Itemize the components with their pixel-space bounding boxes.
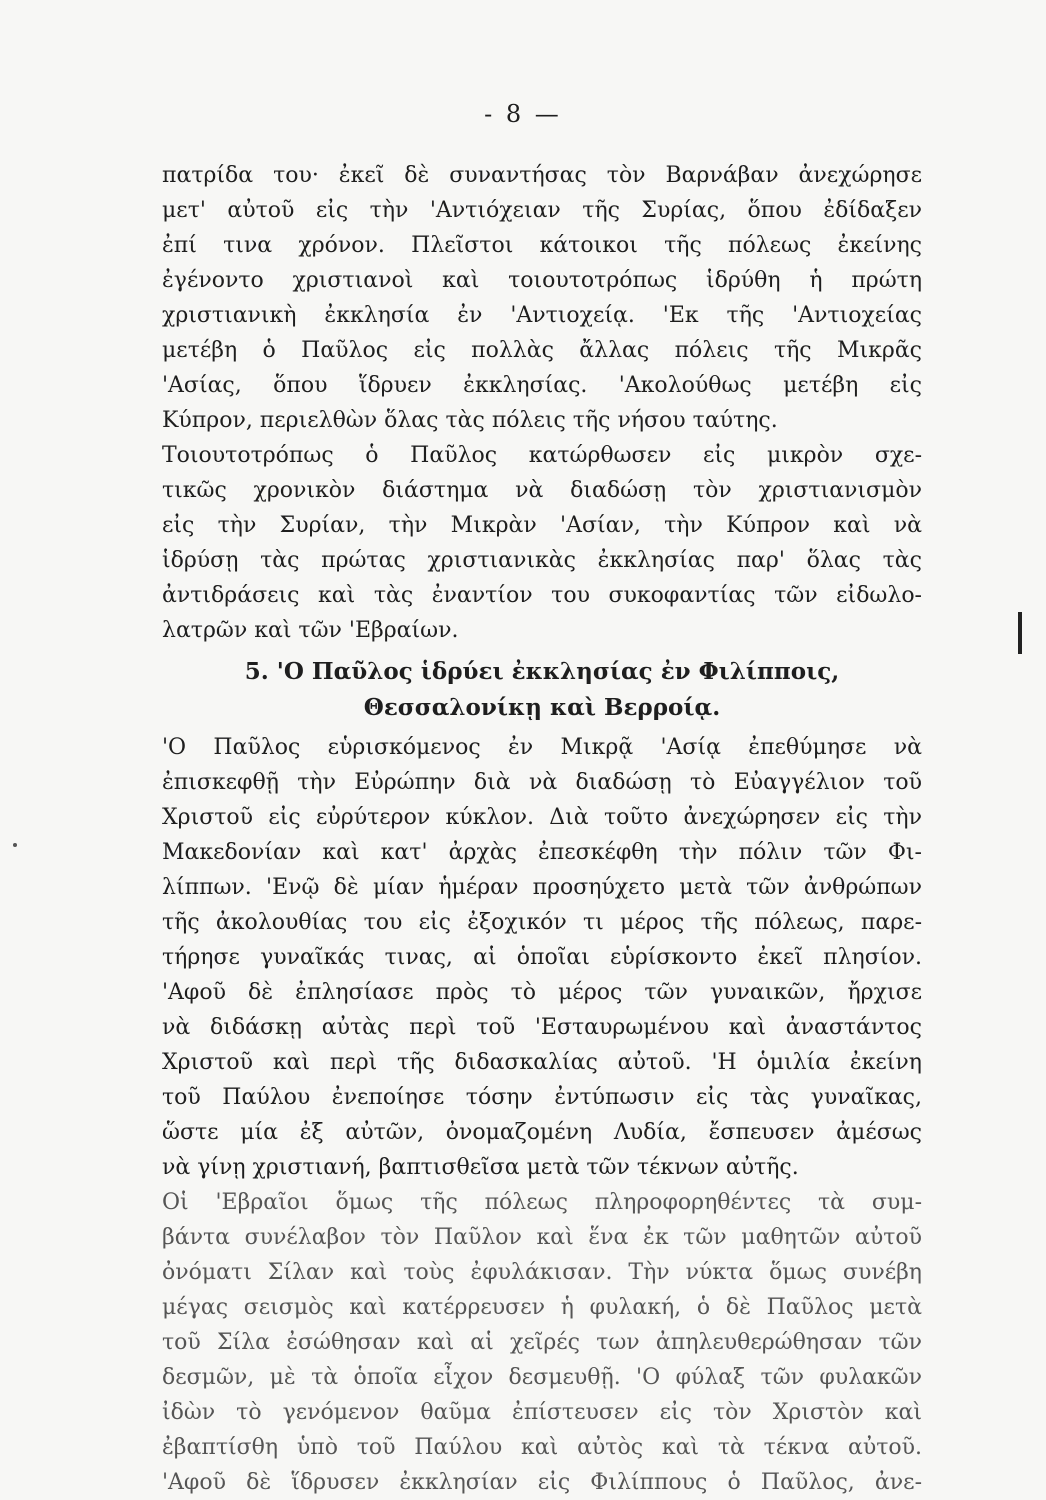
margin-dot xyxy=(13,843,17,847)
text-line: δεσμῶν, μὲ τὰ ὁποῖα εἶχον δεσμευθῇ. 'Ο φύλαξ τῶν φυλακῶν xyxy=(162,1365,922,1390)
text-line: λίππων. 'Ενῷ δὲ μίαν ἡμέραν προσηύχετο μετὰ τῶν ἀνθρώπων xyxy=(162,875,922,900)
text-line: Χριστοῦ καὶ περὶ τῆς διδασκαλίας αὐτοῦ. 'Η ὁμιλία ἐκείνη xyxy=(162,1050,922,1075)
text-line: Οἱ 'Εβραῖοι ὅμως τῆς πόλεως πληροφορηθέντες τὰ συμ- xyxy=(162,1190,922,1215)
text-line: ἱδρύσῃ τὰς πρώτας χριστιανικὰς ἐκκλησίας παρ' ὅλας τὰς xyxy=(162,548,922,573)
text-line: νὰ διδάσκῃ αὐτὰς περὶ τοῦ 'Εσταυρωμένου καὶ ἀναστάντος xyxy=(162,1015,922,1040)
text-line: ὥστε μία ἐξ αὐτῶν, ὀνομαζομένη Λυδία, ἔσπευσεν ἀμέσως xyxy=(162,1120,922,1145)
text-line: Χριστοῦ εἰς εὐρύτερον κύκλον. Διὰ τοῦτο ἀνεχώρησεν εἰς τὴν xyxy=(162,805,922,830)
text-line: μέγας σεισμὸς καὶ κατέρρευσεν ἡ φυλακή, ὁ δὲ Παῦλος μετὰ xyxy=(162,1295,922,1320)
text-line: 'Αφοῦ δὲ ἐπλησίασε πρὸς τὸ μέρος τῶν γυναικῶν, ἤρχισε xyxy=(162,980,922,1005)
text-line: 'Ο Παῦλος εὑρισκόμενος ἐν Μικρᾷ 'Ασίᾳ ἐπεθύμησε νὰ xyxy=(162,735,922,760)
text-line: ἐπισκεφθῇ τὴν Εὐρώπην διὰ νὰ διαδώσῃ τὸ Εὐαγγέλιον τοῦ xyxy=(162,770,922,795)
text-line: Τοιουτοτρόπως ὁ Παῦλος κατώρθωσεν εἰς μικρὸν σχε- xyxy=(162,443,922,468)
text-line: τικῶς χρονικὸν διάστημα νὰ διαδώσῃ τὸν χριστιανισμὸν xyxy=(162,478,922,503)
text-line: τοῦ Παύλου ἐνεποίησε τόσην ἐντύπωσιν εἰς τὰς γυναῖκας, xyxy=(162,1085,922,1110)
text-line: Μακεδονίαν καὶ κατ' ἀρχὰς ἐπεσκέφθη τὴν πόλιν τῶν Φι- xyxy=(162,840,922,865)
text-line: τήρησε γυναῖκάς τινας, αἱ ὁποῖαι εὑρίσκοντο ἐκεῖ πλησίον. xyxy=(162,945,922,970)
text-line: ἐπί τινα χρόνον. Πλεῖστοι κάτοικοι τῆς πόλεως ἐκείνης xyxy=(162,233,922,258)
text-line: χριστιανικὴ ἐκκλησία ἐν 'Αντιοχείᾳ. 'Εκ τῆς 'Αντιοχείας xyxy=(162,303,922,328)
text-line: εἰς τὴν Συρίαν, τὴν Μικρὰν 'Ασίαν, τὴν Κύπρον καὶ νὰ xyxy=(162,513,922,538)
text-line: ἐγένοντο χριστιανοὶ καὶ τοιουτοτρόπως ἱδρύθη ἡ πρώτη xyxy=(162,268,922,293)
page-number: - 8 — xyxy=(484,100,562,128)
margin-mark xyxy=(1018,612,1022,654)
paragraph-3 xyxy=(162,730,922,1185)
text-line: ἐβαπτίσθη ὑπὸ τοῦ Παύλου καὶ αὐτὸς καὶ τὰ τέκνα αὐτοῦ. xyxy=(162,1435,922,1460)
page-body xyxy=(162,158,922,1500)
paragraph-1 xyxy=(162,158,922,438)
section-heading-continued: Θεσσαλονίκῃ καὶ Βερροίᾳ. xyxy=(363,694,721,721)
text-line: βάντα συνέλαβον τὸν Παῦλον καὶ ἕνα ἐκ τῶν μαθητῶν αὐτοῦ xyxy=(162,1225,922,1250)
text-line: ὀνόματι Σίλαν καὶ τοὺς ἐφυλάκισαν. Τὴν νύκτα ὅμως συνέβη xyxy=(162,1260,922,1285)
text-line: 'Ασίας, ὅπου ἵδρυεν ἐκκλησίας. 'Ακολούθως μετέβη εἰς xyxy=(162,373,922,398)
text-line: μετέβη ὁ Παῦλος εἰς πολλὰς ἄλλας πόλεις τῆς Μικρᾶς xyxy=(162,338,922,363)
paragraph-4 xyxy=(162,1185,922,1500)
text-line: Κύπρον, περιελθὼν ὅλας τὰς πόλεις τῆς νήσου ταύτης. xyxy=(162,408,778,433)
text-line: ἰδὼν τὸ γενόμενον θαῦμα ἐπίστευσεν εἰς τὸν Χριστὸν καὶ xyxy=(162,1400,922,1425)
text-line: νὰ γίνῃ χριστιανή, βαπτισθεῖσα μετὰ τῶν τέκνων αὐτῆς. xyxy=(162,1155,799,1180)
section-heading: 5. 'Ο Παῦλος ἱδρύει ἐκκλησίας ἐν Φιλίπποις, xyxy=(244,658,840,685)
text-line: ἀντιδράσεις καὶ τὰς ἐναντίον του συκοφαντίας τῶν εἰδωλο- xyxy=(162,583,922,608)
text-line: τοῦ Σίλα ἐσώθησαν καὶ αἱ χεῖρές των ἀπηλευθερώθησαν τῶν xyxy=(162,1330,922,1355)
text-line: 'Αφοῦ δὲ ἵδρυσεν ἐκκλησίαν εἰς Φιλίππους ὁ Παῦλος, ἀνε- xyxy=(162,1470,922,1495)
text-line: λατρῶν καὶ τῶν 'Εβραίων. xyxy=(162,618,459,643)
text-line: πατρίδα του· ἐκεῖ δὲ συναντήσας τὸν Βαρνάβαν ἀνεχώρησε xyxy=(162,163,922,188)
text-line: μετ' αὐτοῦ εἰς τὴν 'Αντιόχειαν τῆς Συρίας, ὅπου ἐδίδαξεν xyxy=(162,198,922,223)
paragraph-2 xyxy=(162,438,922,648)
text-line: τῆς ἀκολουθίας του εἰς ἐξοχικόν τι μέρος τῆς πόλεως, παρε- xyxy=(162,910,922,935)
